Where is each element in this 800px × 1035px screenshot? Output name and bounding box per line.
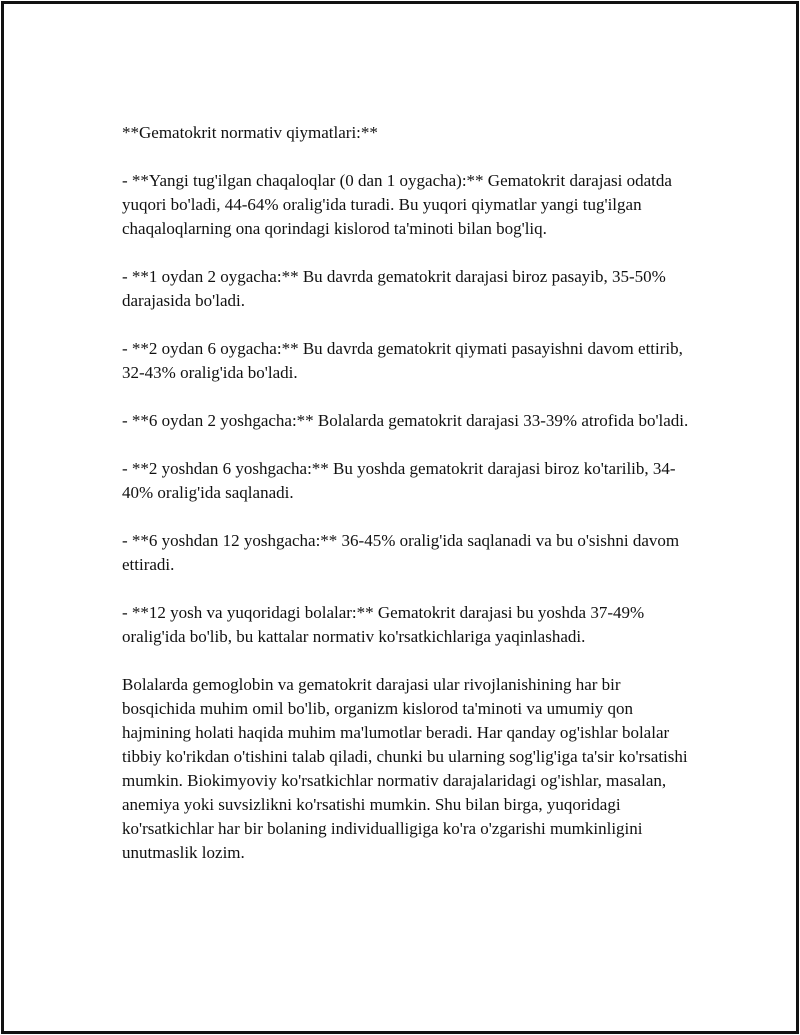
list-item: - **Yangi tug'ilgan chaqaloqlar (0 dan 1 oygacha):** Gematokrit darajasi odatda yuqori bo'ladi, 44-64% oralig'ida turadi. Bu yuqori qiymatlar yangi tug'ilgan chaqaloqlarning ona qorindagi kislorod ta'minoti bilan bog'liq. — [122, 171, 672, 238]
section-heading: **Gematokrit normativ qiymatlari:** — [122, 123, 378, 142]
list-item: - **6 yoshdan 12 yoshgacha:** 36-45% oralig'ida saqlanadi va bu o'sishni davom ettiradi. — [122, 531, 680, 574]
document-body — [122, 121, 692, 865]
closing-paragraph: Bolalarda gemoglobin va gematokrit darajasi ular rivojlanishining har bir bosqichida muhim omil bo'lib, organizm kislorod ta'minoti va umumiy qon hajmining holati haqida muhim ma'lumotlar beradi. Har qanday og'ishlar bolalar tibbiy ko'rikdan o'tishini talab qiladi, chunki bu ularning sog'lig'iga ta'sir ko'rsatishi mumkin. Biokimyoviy ko'rsatkichlar normativ darajalaridagi og'ishlar, masalan, anemiya yoki suvsizlikni ko'rsatishi mumkin. Shu bilan birga, yuqoridagi ko'rsatkichlar har bir bolaning individualligiga ko'ra o'zgarishi mumkinligini unutmaslik lozim. — [122, 675, 688, 862]
list-item: - **1 oydan 2 oygacha:** Bu davrda gematokrit darajasi biroz pasayib, 35-50% darajasida bo'ladi. — [122, 267, 666, 310]
page-frame — [1, 1, 799, 1034]
list-item: - **2 oydan 6 oygacha:** Bu davrda gematokrit qiymati pasayishni davom ettirib, 32-43% oralig'ida bo'ladi. — [122, 339, 683, 382]
list-item: - **12 yosh va yuqoridagi bolalar:** Gematokrit darajasi bu yoshda 37-49% oralig'ida bo'lib, bu kattalar normativ ko'rsatkichlariga yaqinlashadi. — [122, 603, 645, 646]
list-item: - **6 oydan 2 yoshgacha:** Bolalarda gematokrit darajasi 33-39% atrofida bo'ladi. — [122, 411, 689, 430]
list-item: - **2 yoshdan 6 yoshgacha:** Bu yoshda gematokrit darajasi biroz ko'tarilib, 34-40% oralig'ida saqlanadi. — [122, 459, 676, 502]
